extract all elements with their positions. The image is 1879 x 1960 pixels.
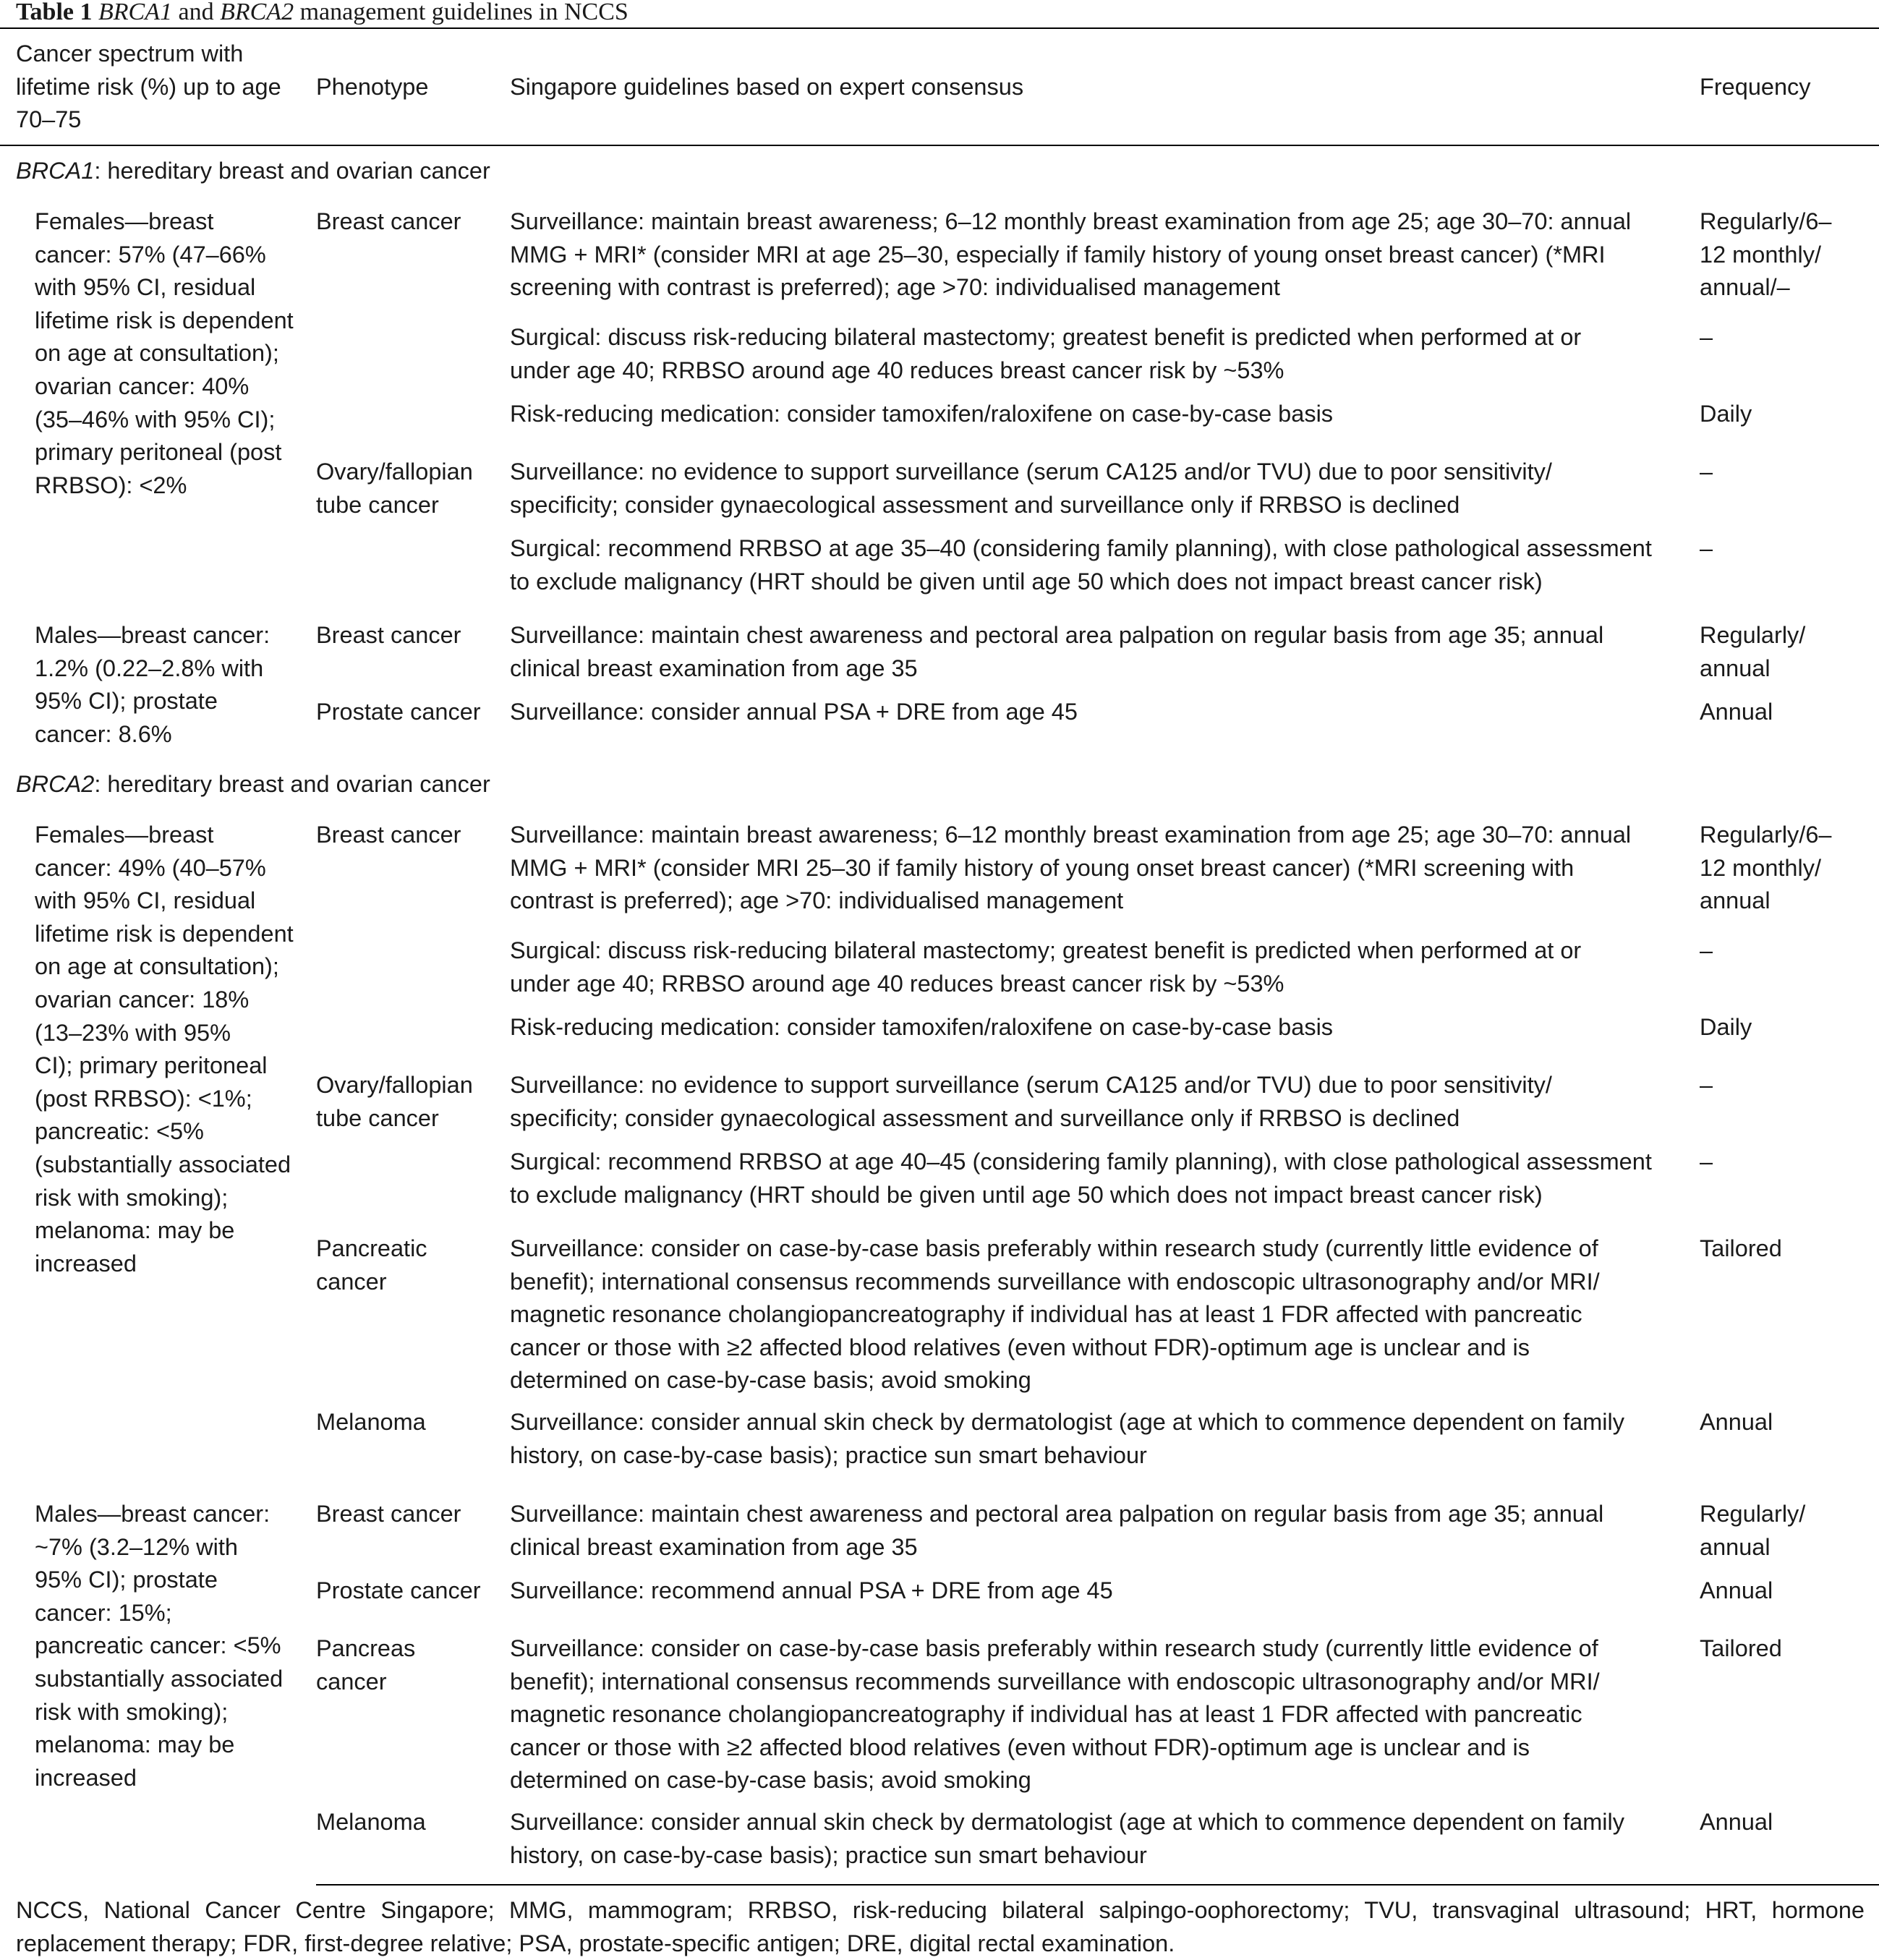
frequency-cell	[1700, 1146, 1713, 1179]
brca1-male-spectrum	[35, 619, 270, 751]
text-line: Risk-reducing medication: consider tamoxifen/raloxifene on case-by-case basis	[510, 401, 1334, 427]
text-line: ovarian cancer: 40%	[35, 372, 250, 399]
text-line: cancer: 49% (40–57%	[35, 854, 266, 881]
frequency-cell	[1700, 532, 1713, 566]
frequency-cell	[1700, 1575, 1773, 1608]
frequency-cell	[1700, 696, 1773, 729]
guideline-cell	[510, 321, 1581, 387]
text-line: –	[1700, 459, 1713, 485]
text-line: benefit); international consensus recommends surveillance with endoscopic ultrasonography and/or MRI/	[510, 1268, 1600, 1295]
text-line: lifetime risk is dependent	[35, 307, 294, 333]
frequency-cell	[1700, 1806, 1773, 1839]
text-line: Surveillance: maintain breast awareness; 6–12 monthly breast examination from age 25; age 30–70: annual	[510, 822, 1632, 848]
phenotype-cell	[316, 619, 461, 652]
text-line: Cancer spectrum with	[16, 41, 244, 67]
table-bottom-rule	[316, 1884, 1879, 1886]
frequency-cell	[1700, 1498, 1805, 1564]
frequency-cell	[1700, 1232, 1782, 1266]
section-heading-brca1: BRCA1: hereditary breast and ovarian cancer	[16, 158, 490, 184]
text-line: risk with smoking);	[35, 1184, 229, 1211]
text-line: (post RRBSO): <1%;	[35, 1085, 252, 1112]
text-line: Regularly/	[1700, 1501, 1806, 1527]
text-line: to exclude malignancy (HRT should be given until age 50 which does not impact breast cancer risk)	[510, 568, 1543, 595]
text-line: melanoma: may be	[35, 1731, 235, 1758]
text-line: with 95% CI, residual	[35, 887, 256, 914]
brca2-female-spectrum	[35, 819, 294, 1280]
brca1-female-spectrum	[35, 205, 294, 502]
text-line: Surveillance: consider annual skin check by dermatologist (age at which to commence dependent on family	[510, 1809, 1624, 1835]
text-line: Surveillance: maintain chest awareness and pectoral area palpation on regular basis from age 35; annual	[510, 1501, 1604, 1527]
text-line: RRBSO): <2%	[35, 472, 187, 498]
guideline-cell	[510, 934, 1581, 1000]
phenotype-cell	[316, 1232, 427, 1298]
text-line: history, on case-by-case basis); practice sun smart behaviour	[510, 1841, 1147, 1868]
text-line: increased	[35, 1764, 137, 1791]
text-line: annual	[1700, 655, 1771, 681]
table-footnote	[16, 1894, 1865, 1960]
phenotype-cell	[316, 205, 461, 239]
text-line: increased	[35, 1250, 137, 1277]
text-line: Surveillance: maintain breast awareness; 6–12 monthly breast examination from age 25; age 30–70: annual	[510, 208, 1632, 234]
text-line: Regularly/	[1700, 622, 1806, 648]
phenotype-cell	[316, 1806, 426, 1839]
footnote-line: NCCS, National Cancer Centre Singapore; MMG, mammogram; RRBSO, risk-reducing bilateral salpingo-oophorectomy; TVU, transvaginal ultrasound; HRT, hormone	[16, 1897, 1865, 1923]
text-line: annual/–	[1700, 274, 1790, 301]
guideline-cell	[510, 456, 1552, 521]
phenotype-cell	[316, 696, 481, 729]
header-frequency: Frequency	[1700, 74, 1811, 100]
text-line: cancer: 57% (47–66%	[35, 241, 266, 268]
frequency-cell	[1700, 934, 1713, 968]
text-line: pancreatic: <5%	[35, 1118, 204, 1145]
text-line: on age at consultation);	[35, 953, 279, 980]
text-line: Prostate cancer	[316, 1577, 481, 1603]
text-line: Surgical: discuss risk-reducing bilateral mastectomy; greatest benefit is predicted when performed at or	[510, 937, 1582, 963]
text-line: annual	[1700, 1533, 1771, 1560]
text-line: substantially associated	[35, 1665, 284, 1692]
text-line: Melanoma	[316, 1409, 426, 1435]
text-line: Annual	[1700, 1809, 1773, 1835]
text-line: on age at consultation);	[35, 340, 279, 367]
text-line: Risk-reducing medication: consider tamoxifen/raloxifene on case-by-case basis	[510, 1014, 1334, 1040]
text-line: Ovary/fallopian	[316, 459, 473, 485]
text-line: cancer	[316, 1268, 387, 1295]
text-line: (13–23% with 95%	[35, 1019, 231, 1046]
text-line: contrast is preferred); age >70: individualised management	[510, 887, 1124, 914]
guideline-cell	[510, 1406, 1624, 1472]
text-line: Surveillance: consider on case-by-case basis preferably within research study (currently little evidence of	[510, 1235, 1598, 1261]
caption-rest: management guidelines in NCCS	[294, 0, 629, 25]
text-line: cancer	[316, 1668, 387, 1695]
frequency-cell	[1700, 205, 1831, 304]
text-line: annual	[1700, 887, 1771, 914]
text-line: specificity; consider gynaecological assessment and surveillance only if RRBSO is declined	[510, 491, 1460, 518]
header-cancer-spectrum	[16, 38, 281, 137]
caption-gene-1: BRCA1	[98, 0, 172, 25]
phenotype-cell	[316, 819, 461, 852]
text-line: cancer or those with ≥2 affected blood relatives (even without FDR)-optimum age is unclear and is	[510, 1334, 1530, 1360]
text-line: MMG + MRI* (consider MRI at age 25–30, especially if family history of young onset breast cancer) (*MRI	[510, 241, 1606, 268]
guideline-cell	[510, 1575, 1113, 1608]
phenotype-cell	[316, 1498, 461, 1531]
section-heading-brca2: BRCA2: hereditary breast and ovarian cancer	[16, 771, 490, 797]
text-line: Ovary/fallopian	[316, 1072, 473, 1098]
text-line: CI); primary peritoneal	[35, 1052, 268, 1079]
caption-gene-2: BRCA2	[220, 0, 294, 25]
text-line: Surveillance: consider annual skin check by dermatologist (age at which to commence dependent on family	[510, 1409, 1624, 1435]
text-line: determined on case-by-case basis; avoid smoking	[510, 1767, 1031, 1794]
text-line: magnetic resonance cholangiopancreatography if individual has at least 1 FDR affected with pancreatic	[510, 1701, 1582, 1728]
text-line: Surgical: recommend RRBSO at age 40–45 (considering family planning), with close pathological assessment	[510, 1149, 1652, 1175]
text-line: determined on case-by-case basis; avoid smoking	[510, 1367, 1031, 1394]
guideline-cell	[510, 205, 1631, 304]
frequency-cell	[1700, 619, 1805, 685]
guideline-cell	[510, 1806, 1624, 1872]
text-line: cancer: 15%;	[35, 1599, 172, 1626]
header-phenotype: Phenotype	[316, 74, 429, 100]
text-line: –	[1700, 324, 1713, 350]
guideline-cell	[510, 398, 1333, 431]
text-line: Melanoma	[316, 1809, 426, 1835]
text-line: clinical breast examination from age 35	[510, 655, 918, 681]
frequency-cell	[1700, 321, 1713, 354]
text-line: risk with smoking);	[35, 1698, 229, 1725]
text-line: pancreatic cancer: <5%	[35, 1632, 281, 1659]
text-line: 95% CI); prostate	[35, 1567, 218, 1593]
text-line: screening with contrast is preferred); age >70: individualised management	[510, 274, 1280, 301]
text-line: tube cancer	[316, 491, 439, 518]
text-line: under age 40; RRBSO around age 40 reduces breast cancer risk by ~53%	[510, 970, 1284, 997]
guideline-cell	[510, 1011, 1333, 1044]
text-line: melanoma: may be	[35, 1217, 235, 1244]
text-line: with 95% CI, residual	[35, 274, 256, 301]
text-line: Surgical: discuss risk-reducing bilateral mastectomy; greatest benefit is predicted when performed at or	[510, 324, 1582, 350]
guideline-cell	[510, 619, 1603, 685]
text-line: to exclude malignancy (HRT should be given until age 50 which does not impact breast cancer risk)	[510, 1181, 1543, 1208]
guideline-cell	[510, 1146, 1652, 1211]
text-line: ovarian cancer: 18%	[35, 986, 250, 1013]
section-gene-brca1: BRCA1	[16, 158, 95, 184]
text-line: 12 monthly/	[1700, 241, 1822, 268]
guideline-cell	[510, 696, 1078, 729]
frequency-cell	[1700, 456, 1713, 489]
text-line: Surveillance: no evidence to support surveillance (serum CA125 and/or TVU) due to poor sensitivity/	[510, 459, 1552, 485]
phenotype-cell	[316, 1632, 415, 1698]
text-line: Pancreatic	[316, 1235, 427, 1261]
phenotype-cell	[316, 456, 473, 521]
caption-and: and	[172, 0, 221, 25]
text-line: Daily	[1700, 1014, 1752, 1040]
text-line: Tailored	[1700, 1635, 1782, 1661]
text-line: MMG + MRI* (consider MRI 25–30 if family history of young onset breast cancer) (*MRI screening with	[510, 854, 1575, 881]
frequency-cell	[1700, 1632, 1782, 1666]
text-line: Annual	[1700, 1577, 1773, 1603]
phenotype-cell	[316, 1406, 426, 1439]
table-caption	[16, 0, 629, 25]
text-line: (substantially associated	[35, 1151, 291, 1177]
text-line: benefit); international consensus recommends surveillance with endoscopic ultrasonography and/or MRI/	[510, 1668, 1600, 1695]
text-line: Surgical: recommend RRBSO at age 35–40 (considering family planning), with close pathological assessment	[510, 535, 1652, 561]
frequency-cell	[1700, 1406, 1773, 1439]
footnote-line: replacement therapy; FDR, first-degree relative; PSA, prostate-specific antigen; DRE, digital rectal examination.	[16, 1930, 1175, 1956]
section-gene-brca2: BRCA2	[16, 771, 95, 797]
text-line: lifetime risk is dependent	[35, 920, 294, 947]
text-line: Regularly/6–	[1700, 208, 1832, 234]
text-line: –	[1700, 937, 1713, 963]
text-line: (35–46% with 95% CI);	[35, 406, 276, 433]
text-line: tube cancer	[316, 1104, 439, 1131]
text-line: Surveillance: consider on case-by-case basis preferably within research study (currently little evidence of	[510, 1635, 1598, 1661]
frequency-cell	[1700, 398, 1752, 431]
text-line: Annual	[1700, 699, 1773, 725]
table-top-rule	[0, 27, 1879, 29]
text-line: Breast cancer	[316, 208, 461, 234]
frequency-cell	[1700, 1069, 1713, 1102]
text-line: 70–75	[16, 106, 82, 133]
text-line: Tailored	[1700, 1235, 1782, 1261]
text-line: Surveillance: maintain chest awareness and pectoral area palpation on regular basis from age 35; annual	[510, 622, 1604, 648]
text-line: Males—breast cancer:	[35, 622, 270, 648]
table-label: Table 1	[16, 0, 93, 25]
text-line: Pancreas	[316, 1635, 416, 1661]
text-line: Surveillance: no evidence to support surveillance (serum CA125 and/or TVU) due to poor sensitivity/	[510, 1072, 1552, 1098]
text-line: 1.2% (0.22–2.8% with	[35, 655, 264, 681]
text-line: Regularly/6–	[1700, 822, 1832, 848]
text-line: under age 40; RRBSO around age 40 reduces breast cancer risk by ~53%	[510, 357, 1284, 383]
text-line: Males—breast cancer:	[35, 1501, 270, 1527]
guideline-cell	[510, 1069, 1552, 1135]
guideline-cell	[510, 1232, 1600, 1397]
frequency-cell	[1700, 819, 1831, 918]
frequency-cell	[1700, 1011, 1752, 1044]
text-line: clinical breast examination from age 35	[510, 1533, 918, 1560]
phenotype-cell	[316, 1069, 473, 1135]
text-line: magnetic resonance cholangiopancreatography if individual has at least 1 FDR affected with pancreatic	[510, 1301, 1582, 1328]
text-line: Surveillance: recommend annual PSA + DRE from age 45	[510, 1577, 1113, 1603]
brca2-male-spectrum	[35, 1498, 283, 1794]
text-line: –	[1700, 1149, 1713, 1175]
guideline-cell	[510, 1498, 1603, 1564]
text-line: history, on case-by-case basis); practice sun smart behaviour	[510, 1441, 1147, 1468]
text-line: cancer: 8.6%	[35, 720, 172, 747]
text-line: primary peritoneal (post	[35, 439, 282, 466]
guideline-cell	[510, 819, 1631, 918]
text-line: lifetime risk (%) up to age	[16, 73, 281, 100]
header-guidelines: Singapore guidelines based on expert consensus	[510, 74, 1024, 100]
text-line: Females—breast	[35, 208, 214, 234]
text-line: Females—breast	[35, 822, 214, 848]
text-line: 95% CI); prostate	[35, 688, 218, 715]
text-line: Prostate cancer	[316, 699, 481, 725]
text-line: Daily	[1700, 401, 1752, 427]
text-line: –	[1700, 1072, 1713, 1098]
text-line: Surveillance: consider annual PSA + DRE from age 45	[510, 699, 1078, 725]
text-line: Breast cancer	[316, 1501, 461, 1527]
text-line: 12 monthly/	[1700, 854, 1822, 881]
text-line: –	[1700, 535, 1713, 561]
text-line: cancer or those with ≥2 affected blood relatives (even without FDR)-optimum age is unclear and is	[510, 1734, 1530, 1760]
phenotype-cell	[316, 1575, 481, 1608]
text-line: Breast cancer	[316, 822, 461, 848]
text-line: ~7% (3.2–12% with	[35, 1533, 238, 1560]
guideline-cell	[510, 532, 1652, 598]
text-line: specificity; consider gynaecological assessment and surveillance only if RRBSO is declined	[510, 1104, 1460, 1131]
header-rule	[0, 145, 1879, 146]
guideline-cell	[510, 1632, 1600, 1797]
text-line: Breast cancer	[316, 622, 461, 648]
text-line: Annual	[1700, 1409, 1773, 1435]
